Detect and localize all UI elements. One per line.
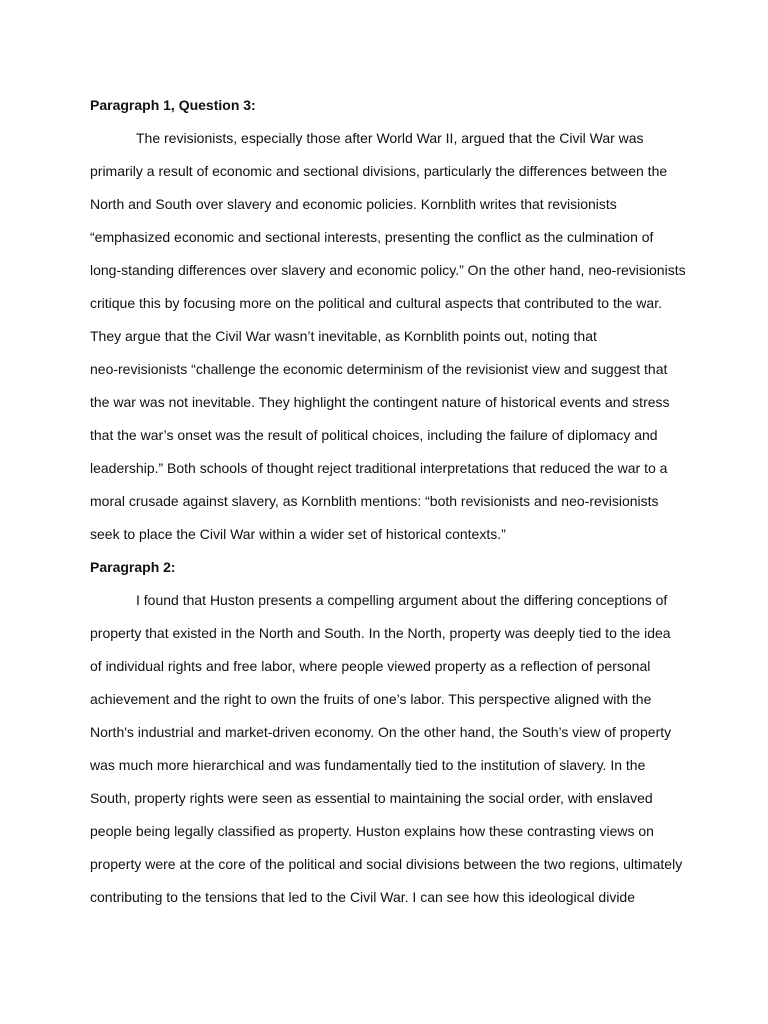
text-line: the war was not inevitable. They highlight the contingent nature of historical events and stress: [90, 394, 670, 410]
text-line: achievement and the right to own the fruits of one’s labor. This perspective aligned with the: [90, 691, 652, 707]
text-line: neo-revisionists “challenge the economic determinism of the revisionist view and suggest that: [90, 361, 668, 377]
text-line: “emphasized economic and sectional interests, presenting the conflict as the culmination of: [90, 229, 654, 245]
paragraph-1: [90, 122, 686, 551]
text-line: They argue that the Civil War wasn’t inevitable, as Kornblith points out, noting that: [90, 328, 597, 344]
text-line: was much more hierarchical and was fundamentally tied to the institution of slavery. In the: [90, 757, 646, 773]
section-heading-paragraph-1: Paragraph 1, Question 3:: [90, 97, 256, 113]
text-line: I found that Huston presents a compelling argument about the differing conceptions of: [136, 592, 668, 608]
text-line: North and South over slavery and economic policies. Kornblith writes that revisionists: [90, 196, 617, 212]
text-line: property were at the core of the political and social divisions between the two regions, ultimately: [90, 856, 683, 872]
text-line: critique this by focusing more on the political and cultural aspects that contributed to the war.: [90, 295, 662, 311]
document-body: [90, 89, 686, 914]
text-line: people being legally classified as property. Huston explains how these contrasting views on: [90, 823, 654, 839]
text-line: moral crusade against slavery, as Kornblith mentions: “both revisionists and neo-revisionists: [90, 493, 659, 509]
paragraph-2: [90, 584, 682, 914]
text-line: that the war’s onset was the result of political choices, including the failure of diplomacy and: [90, 427, 658, 443]
text-line: The revisionists, especially those after World War II, argued that the Civil War was: [136, 130, 644, 146]
section-heading-paragraph-2: Paragraph 2:: [90, 559, 176, 575]
text-line: long-standing differences over slavery and economic policy.” On the other hand, neo-revisionists: [90, 262, 686, 278]
text-line: of individual rights and free labor, where people viewed property as a reflection of personal: [90, 658, 651, 674]
text-line: South, property rights were seen as essential to maintaining the social order, with enslaved: [90, 790, 653, 806]
text-line: property that existed in the North and South. In the North, property was deeply tied to the idea: [90, 625, 671, 641]
text-line: contributing to the tensions that led to the Civil War. I can see how this ideological divide: [90, 889, 636, 905]
text-line: leadership.” Both schools of thought reject traditional interpretations that reduced the war to a: [90, 460, 668, 476]
text-line: primarily a result of economic and sectional divisions, particularly the differences between the: [90, 163, 668, 179]
text-line: North's industrial and market-driven economy. On the other hand, the South’s view of property: [90, 724, 672, 740]
text-line: seek to place the Civil War within a wider set of historical contexts.”: [90, 526, 506, 542]
